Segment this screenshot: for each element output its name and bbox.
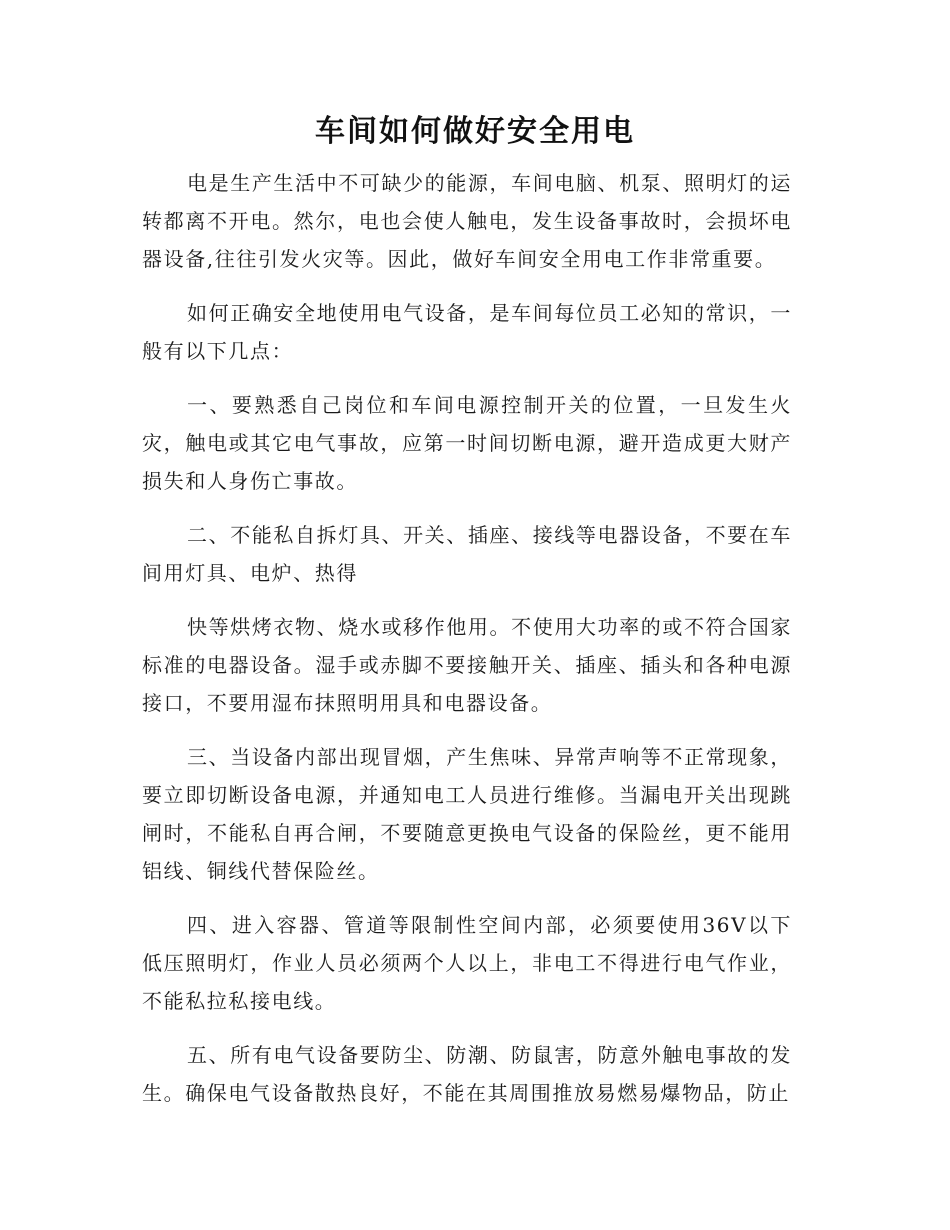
paragraph-point-2-continued: 快等烘烤衣物、烧水或移作他用。不使用大功率的或不符合国家标准的电器设备。湿手或赤脚不要接触开关、插座、插头和各种电源接口，不要用湿布抹照明用具和电器设备。 bbox=[142, 615, 792, 715]
paragraph-overview: 如何正确安全地使用电气设备，是车间每位员工必知的常识，一般有以下几点： bbox=[142, 301, 792, 363]
paragraph-point-1: 一、要熟悉自己岗位和车间电源控制开关的位置，一旦发生火灾，触电或其它电气事故，应第一时间切断电源，避开造成更大财产损失和人身伤亡事故。 bbox=[142, 393, 792, 493]
document-body bbox=[142, 164, 792, 1128]
paragraph-intro: 电是生产生活中不可缺少的能源，车间电脑、机泵、照明灯的运转都离不开电。然尔，电也会使人触电，发生设备事故时，会损坏电器设备,往往引发火灾等。因此，做好车间安全用电工作非常重要。 bbox=[142, 171, 792, 271]
paragraph-point-3: 三、当设备内部出现冒烟，产生焦味、异常声响等不正常现象，要立即切断设备电源，并通知电工人员进行维修。当漏电开关出现跳闸时，不能私自再合闸，不要随意更换电气设备的保险丝，更不能用铝线、铜线代替保险丝。 bbox=[142, 745, 792, 883]
paragraph-point-5: 五、所有电气设备要防尘、防潮、防鼠害，防意外触电事故的发生。确保电气设备散热良好，不能在其周围推放易燃易爆物品，防止 bbox=[142, 1043, 792, 1105]
paragraph-point-4: 四、进入容器、管道等限制性空间内部，必须要使用36V以下低压照明灯，作业人员必须两个人以上，非电工不得进行电气作业，不能私拉私接电线。 bbox=[142, 913, 792, 1013]
document-title: 车间如何做好安全用电 bbox=[315, 114, 635, 149]
paragraph-point-2: 二、不能私自拆灯具、开关、插座、接线等电器设备，不要在车间用灯具、电炉、热得 bbox=[142, 523, 792, 585]
